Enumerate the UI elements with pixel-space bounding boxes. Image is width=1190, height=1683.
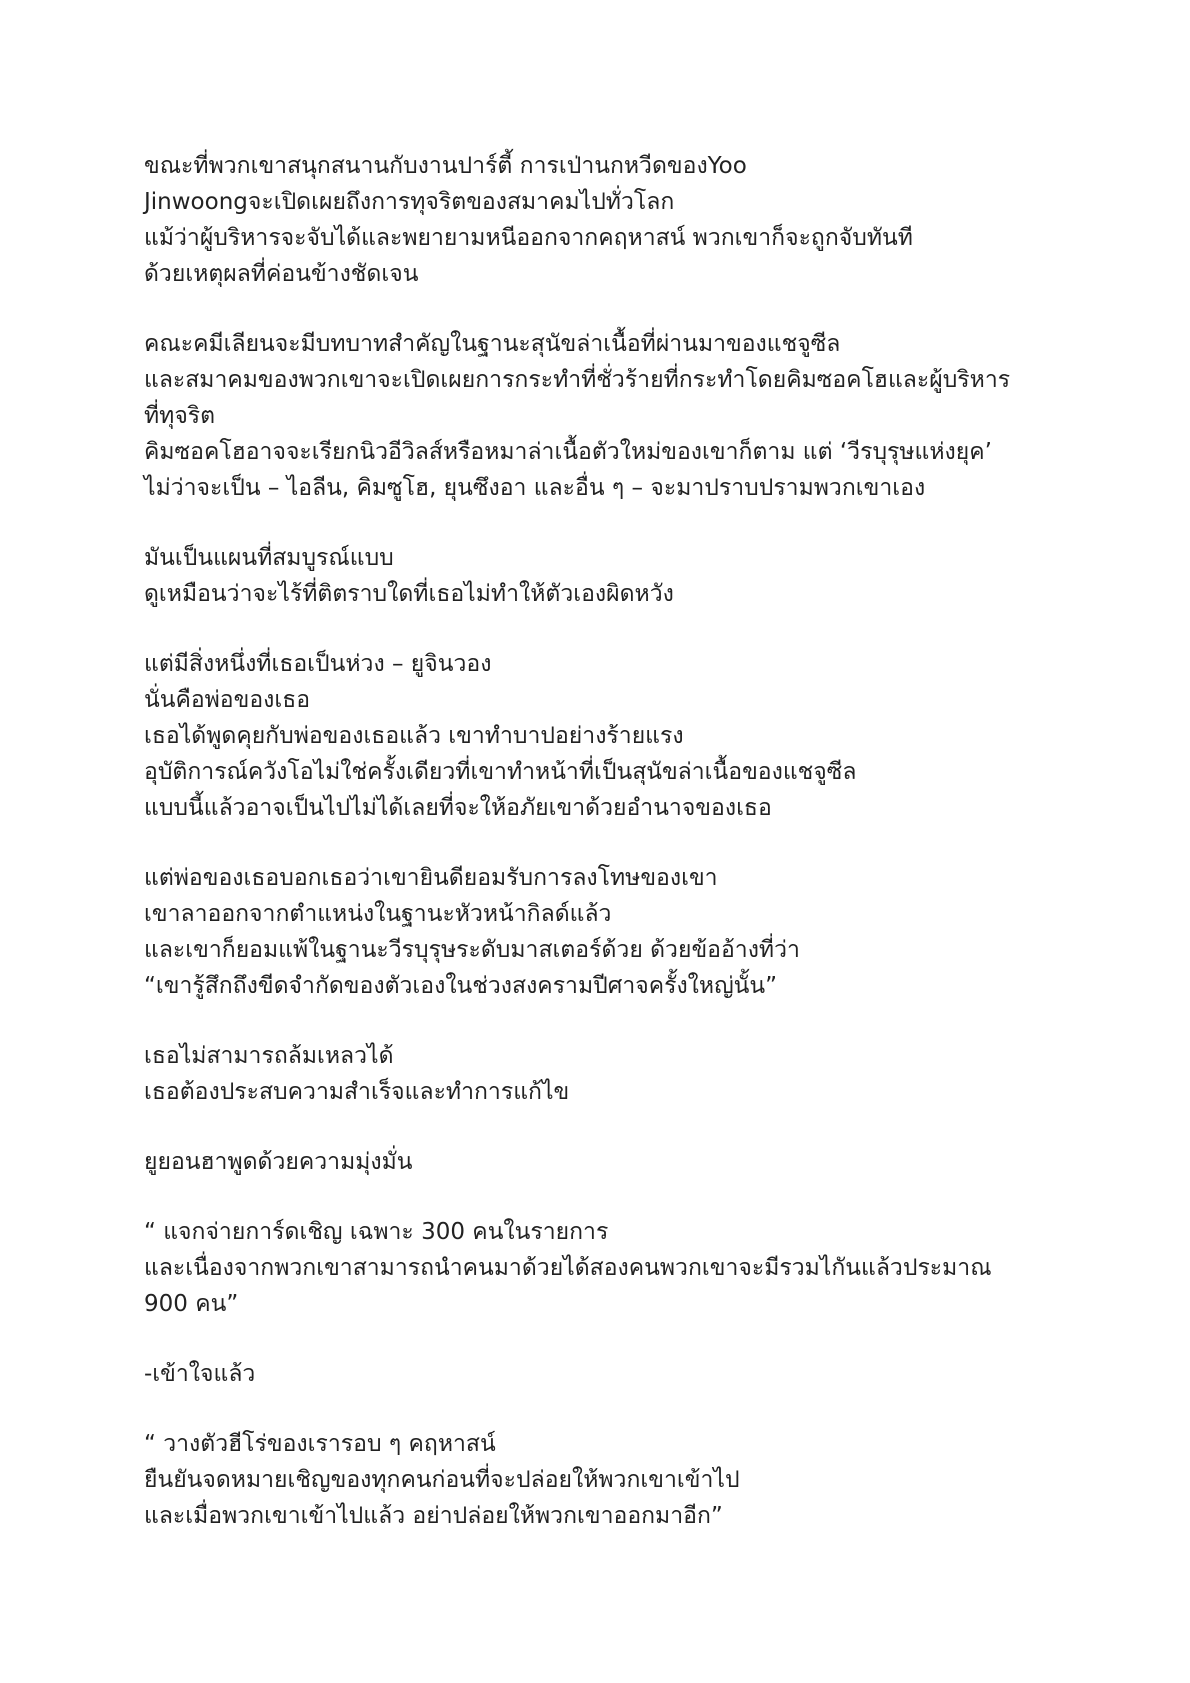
text-line: “ วางตัวฮีโร่ของเรารอบ ๆ คฤหาสน์ bbox=[144, 1431, 496, 1457]
text-line: ไม่ว่าจะเป็น – ไอลีน, คิมซูโฮ, ยุนซึงอา และอื่น ๆ – จะมาปราบปรามพวกเขาเอง bbox=[144, 475, 926, 501]
paragraph bbox=[144, 1038, 1044, 1110]
text-line: ยืนยันจดหมายเชิญของทุกคนก่อนที่จะปล่อยให้พวกเขาเข้าไป bbox=[144, 1467, 740, 1493]
text-line: เธอไม่สามารถล้มเหลวได้ bbox=[144, 1043, 394, 1069]
text-line: และเขาก็ยอมแพ้ในฐานะวีรบุรุษระดับมาสเตอร์ด้วย ด้วยข้ออ้างที่ว่า bbox=[144, 937, 800, 963]
text-line: -เข้าใจแล้ว bbox=[144, 1361, 256, 1387]
text-line: แต่มีสิ่งหนึ่งที่เธอเป็นห่วง – ยูจินวอง bbox=[144, 651, 492, 677]
text-line: Jinwoongจะเปิดเผยถึงการทุจริตของสมาคมไปทั่วโลก bbox=[144, 189, 675, 215]
document-page bbox=[144, 148, 1044, 1568]
paragraph bbox=[144, 1144, 1044, 1180]
paragraph bbox=[144, 148, 1044, 292]
text-line: อุบัติการณ์ควังโอไม่ใช่ครั้งเดียวที่เขาทำหน้าที่เป็นสุนัขล่าเนื้อของแชจูซีล bbox=[144, 759, 857, 785]
paragraph bbox=[144, 1426, 1044, 1534]
text-line: มันเป็นแผนที่สมบูรณ์แบบ bbox=[144, 545, 394, 571]
paragraph bbox=[144, 540, 1044, 612]
text-line: และสมาคมของพวกเขาจะเปิดเผยการกระทำที่ชั่วร้ายที่กระทำโดยคิมซอคโฮและผู้บริหาร bbox=[144, 367, 1011, 393]
text-line: ขณะที่พวกเขาสนุกสนานกับงานปาร์ตี้ การเป่านกหวีดของYoo bbox=[144, 153, 747, 179]
paragraph bbox=[144, 1356, 1044, 1392]
text-line: คิมซอคโฮอาจจะเรียกนิวอีวิลส์หรือหมาล่าเนื้อตัวใหม่ของเขาก็ตาม แต่ ‘วีรบุรุษแห่งยุค’ bbox=[144, 439, 992, 465]
text-line: นั่นคือพ่อของเธอ bbox=[144, 687, 311, 713]
text-line: เขาลาออกจากตำแหน่งในฐานะหัวหน้ากิลด์แล้ว bbox=[144, 901, 612, 927]
paragraph bbox=[144, 1214, 1044, 1322]
text-line: คณะคมีเลียนจะมีบทบาทสำคัญในฐานะสุนัขล่าเนื้อที่ผ่านมาของแชจูซีล bbox=[144, 331, 841, 357]
paragraph bbox=[144, 646, 1044, 826]
text-line: “ แจกจ่ายการ์ดเชิญ เฉพาะ 300 คนในรายการ bbox=[144, 1219, 609, 1245]
paragraph bbox=[144, 326, 1044, 506]
text-line: ด้วยเหตุผลที่ค่อนข้างชัดเจน bbox=[144, 261, 419, 287]
text-line: และเนื่องจากพวกเขาสามารถนำคนมาด้วยได้สองคนพวกเขาจะมีรวมไกันแล้วประมาณ bbox=[144, 1255, 992, 1281]
text-line: เธอต้องประสบความสำเร็จและทำการแก้ไข bbox=[144, 1079, 570, 1105]
text-line: แต่พ่อของเธอบอกเธอว่าเขายินดียอมรับการลงโทษของเขา bbox=[144, 865, 718, 891]
text-line: และเมื่อพวกเขาเข้าไปแล้ว อย่าปล่อยให้พวกเขาออกมาอีก” bbox=[144, 1503, 723, 1529]
text-line: 900 คน” bbox=[144, 1291, 239, 1317]
text-line: “เขารู้สึกถึงขีดจำกัดของตัวเองในช่วงสงครามปีศาจครั้งใหญ่นั้น” bbox=[144, 973, 778, 999]
text-line: ดูเหมือนว่าจะไร้ที่ติตราบใดที่เธอไม่ทำให้ตัวเองผิดหวัง bbox=[144, 581, 674, 607]
text-line: ที่ทุจริต bbox=[144, 403, 216, 429]
text-line: ยูยอนฮาพูดด้วยความมุ่งมั่น bbox=[144, 1149, 413, 1175]
text-line: แม้ว่าผู้บริหารจะจับได้และพยายามหนีออกจากคฤหาสน์ พวกเขาก็จะถูกจับทันที bbox=[144, 225, 913, 251]
paragraph bbox=[144, 860, 1044, 1004]
text-line: แบบนี้แล้วอาจเป็นไปไม่ได้เลยที่จะให้อภัยเขาด้วยอำนาจของเธอ bbox=[144, 795, 772, 821]
text-line: เธอได้พูดคุยกับพ่อของเธอแล้ว เขาทำบาปอย่างร้ายแรง bbox=[144, 723, 684, 749]
